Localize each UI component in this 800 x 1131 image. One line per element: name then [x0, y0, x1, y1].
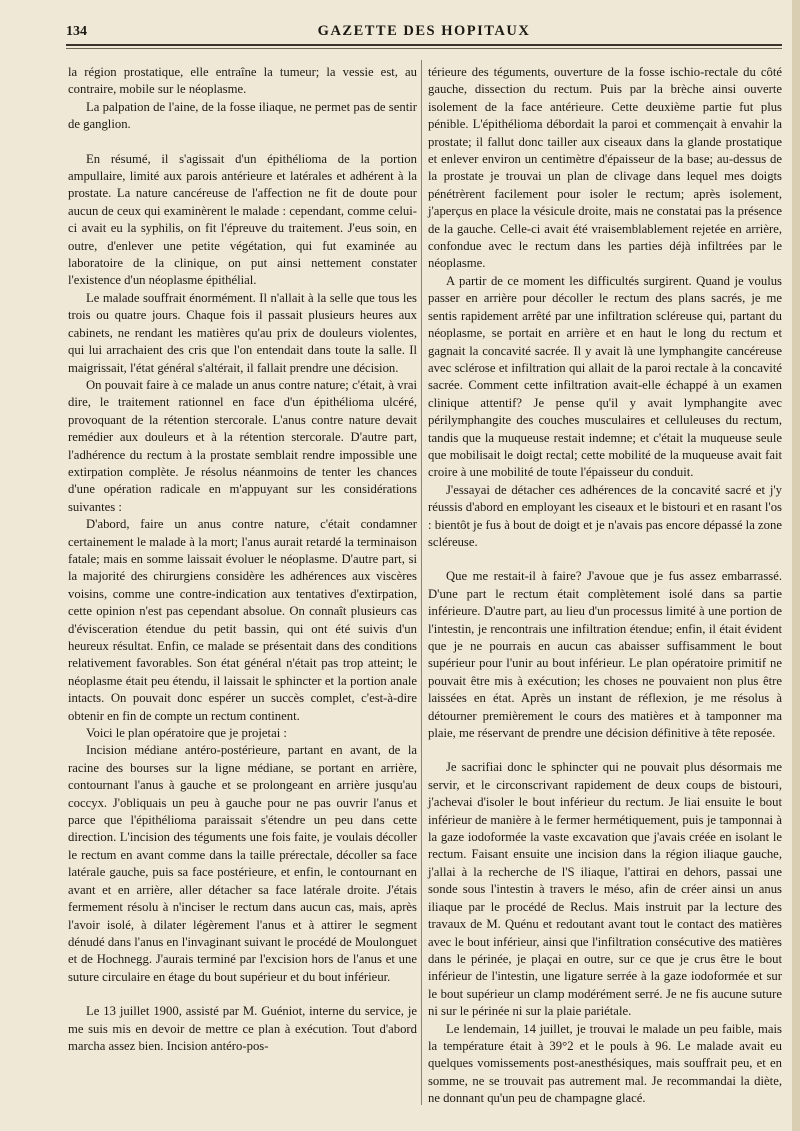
paragraph: La palpation de l'aine, de la fosse iliaque, ne permet pas de sentir de ganglion. — [68, 99, 417, 132]
right-column — [428, 64, 782, 1108]
page-edge — [792, 0, 800, 1131]
paragraph: Voici le plan opératoire que je projetai : — [86, 726, 287, 741]
paragraph: Le lendemain, 14 juillet, je trouvai le malade un peu faible, mais la température était à 39°2 et le pouls à 96. Le malade avait eu quelques vomissements post-anesthésiques, mais souffrait peu, et en somme, ne se trouvait pas autrement mal. Je recommandai la diète, ne donnant qu'un peu de champagne glacé. — [428, 1021, 782, 1106]
column-divider — [421, 60, 422, 1105]
paragraph: la région prostatique, elle entraîne la tumeur; la vessie est, au contraire, mobile sur le néoplasme. — [68, 65, 417, 97]
paragraph: Incision médiane antéro-postérieure, partant en avant, de la racine des bourses sur la ligne médiane, se portant en arrière, contournant l'anus à gauche et se prolongeant en arrière jusqu'au coccyx. J'obliquais un peu à gauche pour ne pas ouvrir l'anus et parce que l'épithélioma paraissait s'étendre un peu dans cette direction. L'incision des téguments une fois faite, je voulais décoller le rectum en avant comme dans la taille prérectale, décoller sa face latérale gauche, puis sa face postérieure, et enfin, le contournant en avant et en arrière, aller détacher sa face latérale droite. J'étais fermement résolu à n'inciser le rectum dans aucun cas, mais, après l'avoir isolé, à dilater légèrement l'anus et à attirer le segment dénudé dans l'anus en l'invaginant suivant le procédé de Moulonguet et de Hochnegg. J'aurais terminé par l'excision hors de l'anus et une suture circulaire en étage du bout supérieur et du bout inférieur. — [68, 743, 417, 984]
paragraph: térieure des téguments, ouverture de la fosse ischio-rectale du côté gauche, dissection du rectum. Puis par la brèche ainsi ouverte isolement de la face antérieure. Cette deuxième partie fut plus pénible. L'épithélioma débordait la paroi et commençait à envahir la prostate; il fallut donc tailler aux ciseaux dans la glande prostatique et enlever environ un centimètre d'épaisseur de la base; au-dessus de la prostate je trouvai un plan de clivage dans lequel mes doigts pénétrèrent facilement pour isoler le rectum; après isolement, j'aperçus en place la vésicule droite, mais ne constatai pas la présence de la gauche. Celle-ci avait été vraisemblablement rejetée en arrière, confondue avec le rectum dans les parties déjà infiltrées par le néoplasme. — [428, 65, 782, 271]
paragraph: On pouvait faire à ce malade un anus contre nature; c'était, à vrai dire, le traitement rationnel en face d'un épithélioma ulcéré, provoquant de la rétention stercorale. L'anus contre nature devait remédier aux douleurs et à la rétention stercorale. D'autre part, l'adhérence du rectum à la prostate semblait rendre impossible une extirpation complète. Je résolus néanmoins de tenter les chances d'une opération radicale en m'appuyant sur les considérations suivantes : — [68, 377, 417, 514]
paragraph: A partir de ce moment les difficultés surgirent. Quand je voulus passer en arrière pour décoller le rectum des plans sacrés, je me sentis rapidement arrêté par une infiltration scléreuse qui, partant du néoplasme, se portait en arrière et en haut le long du rectum et gagnait la concavité sacrée. Il y avait là une lymphangite cancéreuse avec sclérose et infiltration qui allait de la paroi rectale à la concavité sacrée. Comment cette infiltration avait-elle échappé à un examen clinique attentif? Je pense qu'il y avait lymphangite avec périlymphangite des couches musculaires et celluleuses du rectum, tandis que la muqueuse restait indemne; et c'était la muqueuse seule que mobilisait le doigt rectal; cette mobilité de la muqueuse avait fait croire à une mobilité de toute l'épaisseur du conduit. — [428, 273, 782, 480]
paragraph: Le malade souffrait énormément. Il n'allait à la selle que tous les trois ou quatre jours. Chaque fois il passait plusieurs heures aux cabinets, ne rendant les matières qu'au prix de douleurs violentes, qui lui arrachaient des cris que l'on entendait dans toute la salle. Il maigrissait, l'état général s'altérait, il fallait prendre une décision. — [68, 290, 417, 375]
paragraph: J'essayai de détacher ces adhérences de la concavité sacré et j'y réussis d'abord en employant les ciseaux et le bistouri et en rasant l'os : bientôt je fus à bout de doigt et je n'avais pas encore dépassé la zone scléreuse. — [428, 482, 782, 549]
journal-title: GAZETTE DES HOPITAUX — [317, 23, 531, 39]
paragraph: D'abord, faire un anus contre nature, c'était condamner certainement le malade à la mort; l'anus aurait retardé la terminaison fatale; mais en somme laissait évoluer le néoplasme. D'autre part, si la majorité des chirurgiens considère les adhérences aux viscères voisins, comme une contre-indication aux tentatives d'extirpation, cette opinion n'est pas cependant absolue. On connaît plusieurs cas d'évisceration étendue du petit bassin, qui ont été suivis d'un heureux résultat. Enfin, ce malade se présentait dans des conditions relativement favorables. Son état général n'était pas trop atteint; le néoplasme était peu étendu, il laissait le sphincter et la portion anale intacts. On pouvait donc espérer un succès complet, c'est-à-dire obtenir en fin de compte un rectum continent. — [68, 517, 417, 723]
header-rule-thin — [66, 48, 782, 49]
page-number: 134 — [66, 24, 87, 39]
paragraph: Je sacrifiai donc le sphincter qui ne pouvait plus désormais me servir, et le circonscrivant rapidement de deux coups de bistouri, j'achevai d'isoler le bout inférieur du rectum. Je liai ensuite le bout inférieur de manière à le fermer hermétiquement, puis je tamponnai à la gaze iodoformée la vaste excavation que j'avais créée en isolant le rectum. Faisant ensuite une incision dans la région iliaque gauche, j'allai à la recherche de l'S iliaque, l'attirai en dehors, passai une sonde sous l'intestin à travers le méso, afin de créer ainsi un anus iliaque par le procédé de Reclus. Mais instruit par la lecture des travaux de M. Quénu et redoutant avant tout le contact des matières avec le bout inférieur, ainsi que l'infiltration consécutive des matières dans le périnée, je plaçai en outre, sur ce que je crus être le bout inférieur de l'intestin, une ligature serrée à la gaze iodoformée et sur le bout supérieur un clamp modérément serré. Je ne fis aucune suture ni sur le périnée ni sur la plaie pariétale. — [428, 760, 782, 1019]
left-column — [68, 64, 417, 1055]
paragraph: En résumé, il s'agissait d'un épithélioma de la portion ampullaire, limité aux parois antérieure et latérales et adhérent à la prostate. La nature cancéreuse de l'affection ne fit de doute pour aucun de ceux qui examinèrent le malade : cependant, comme celui-ci avait eu la syphilis, on fit l'épreuve du traitement. J'eus soin, en outre, d'enlever une petite végétation, qui fut examinée au laboratoire de la clinique, on put ainsi nettement constater l'existence d'un néoplasme épithélial. — [68, 151, 417, 288]
paragraph: Que me restait-il à faire? J'avoue que je fus assez embarrassé. D'une part le rectum était complètement isolé dans sa partie inférieure. D'autre part, au lieu d'un processus limité à une portion de l'intestin, je rencontrais une infiltration étendue; enfin, il était évident que je ne pourrais en aucun cas abaisser suffisamment le bout supérieur pour l'unir au bout inférieur. Le plan opératoire primitif ne pouvait être mis à exécution; les choses ne pouvaient non plus être laissées en état. Après un instant de réflexion, je me résolus à détourner premièrement le cours des matières et à tamponner ma plaie, me réservant de prendre une décision définitive à tête reposée. — [428, 569, 782, 741]
paragraph: Le 13 juillet 1900, assisté par M. Guéniot, interne du service, je me suis mis en devoir de mettre ce plan à exécution. Tout d'abord marcha assez bien. Incision antéro-pos- — [68, 1004, 417, 1053]
header-rule — [66, 44, 782, 46]
